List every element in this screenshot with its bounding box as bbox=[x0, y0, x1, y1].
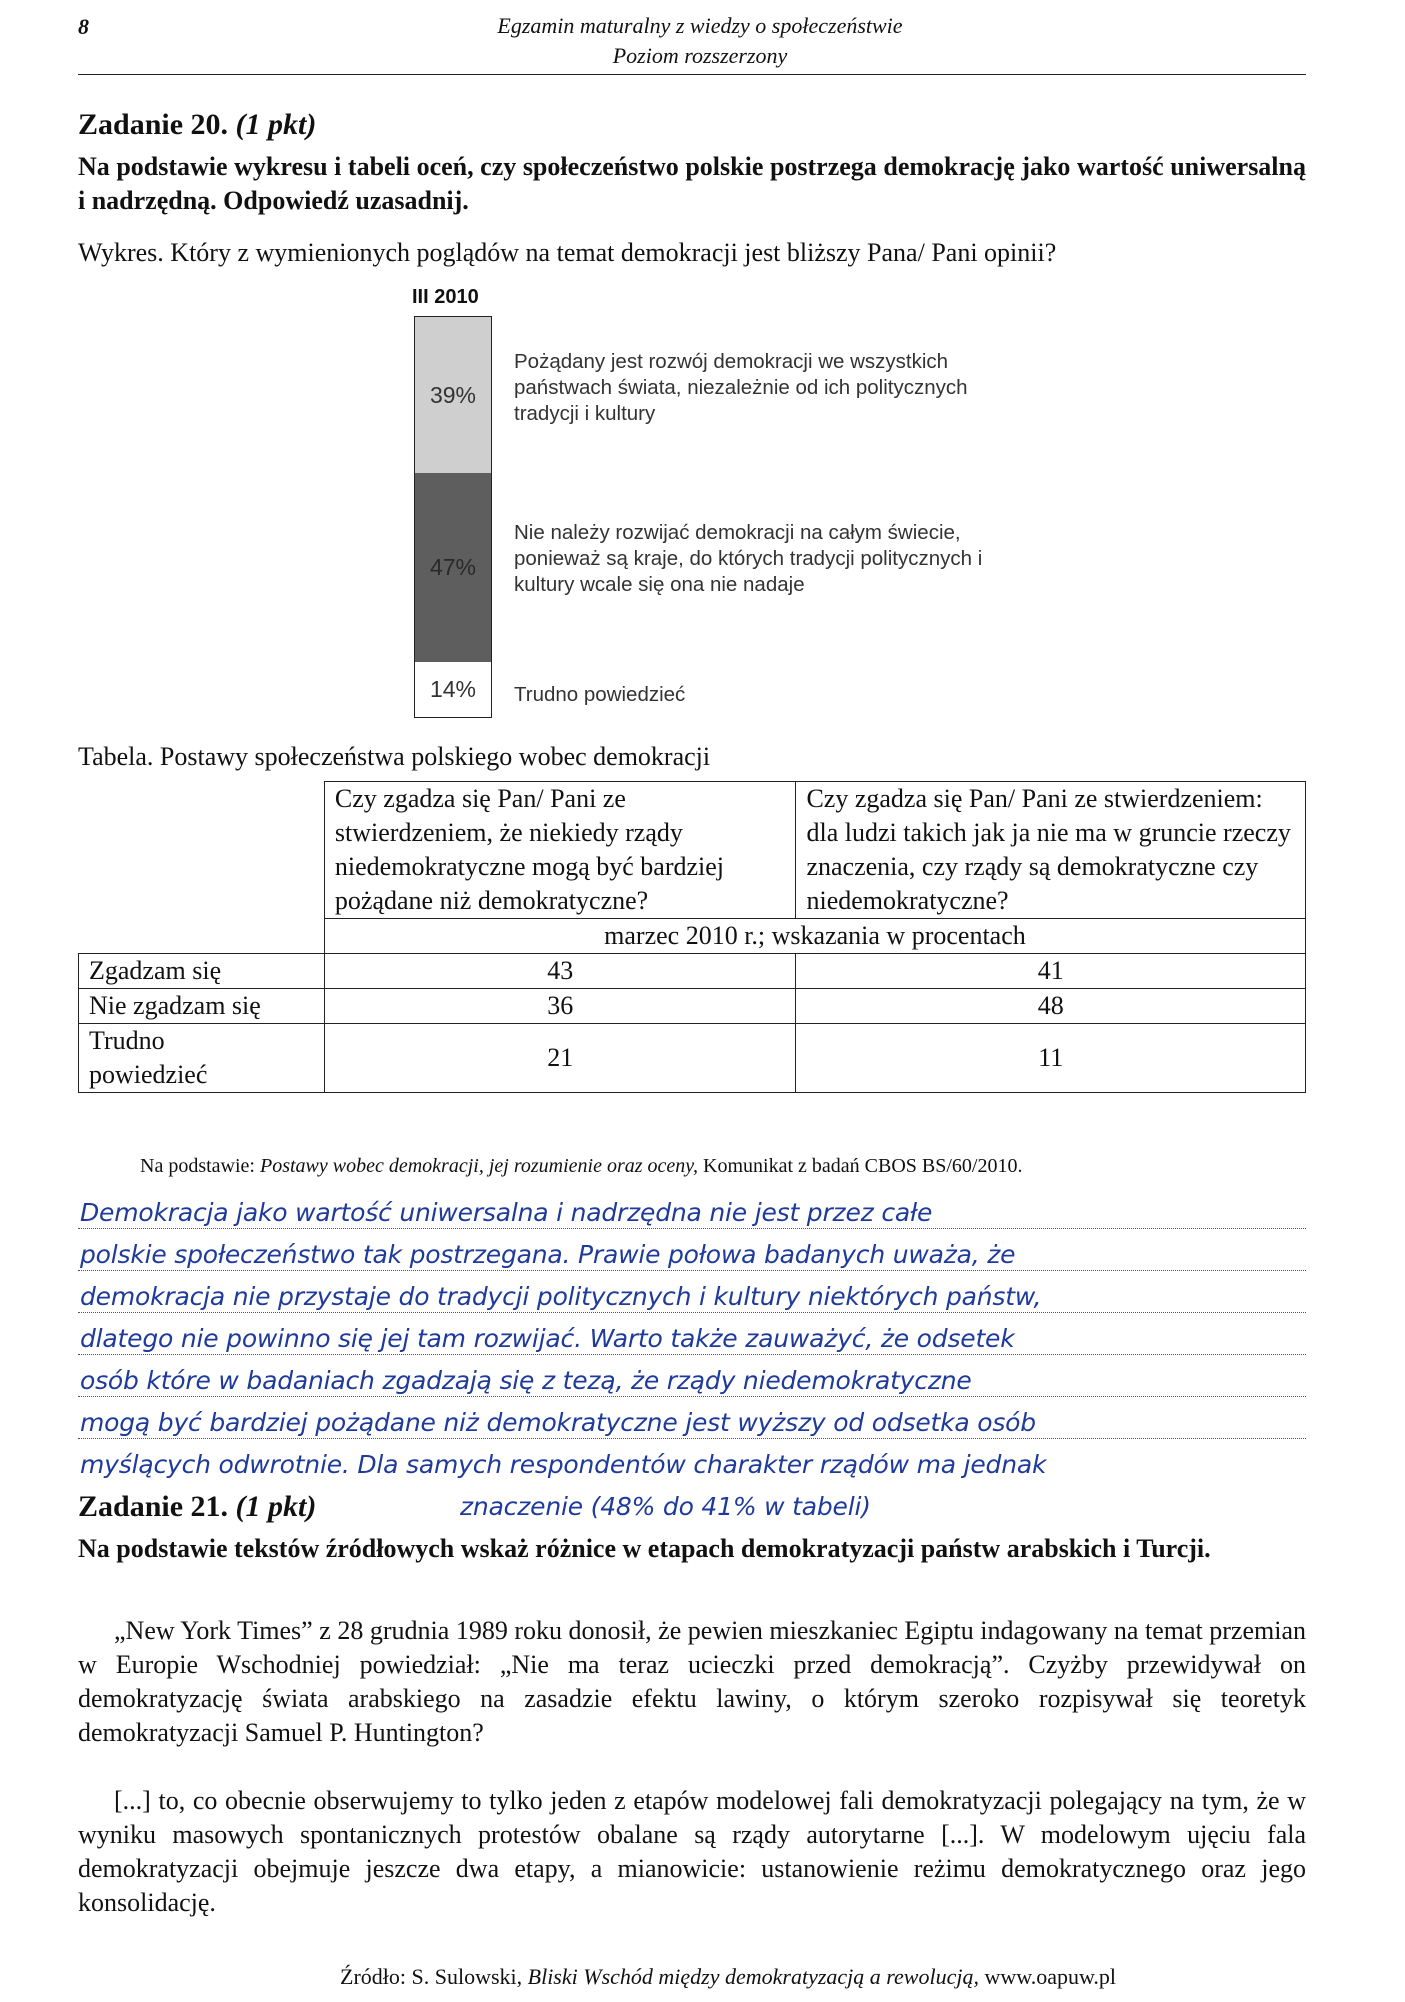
chart-bar-segment-hard-to-say bbox=[414, 662, 492, 718]
header-divider bbox=[78, 74, 1306, 75]
chart-data-label-14: 14% bbox=[429, 676, 477, 702]
chart-data-label-39: 39% bbox=[429, 381, 477, 408]
task21-source-prefix: Źródło: S. Sulowski, bbox=[340, 1964, 523, 1989]
task21-title bbox=[78, 1490, 316, 1524]
table-subheader: marzec 2010 r.; wskazania w procentach bbox=[324, 919, 1305, 954]
task21-paragraph-2: [...] to, co obecnie obserwujemy to tylko jeden z etapów modelowej fali demokratyzacji polegający na tym, że w wyniku masowych spontanicznych protestów obalane są rządy autorytarne [...]. W modelowym ujęciu fala demokratyzacji obejmuje jeszcze dwa etapy, a mianowicie: ustanowienie reżimu demokratycznego oraz jego konsolidację. bbox=[78, 1786, 1306, 1917]
chart-bar-segment-not-develop bbox=[414, 473, 492, 663]
answer-text-line: znaczenie (48% do 41% w tabeli) bbox=[460, 1492, 871, 1521]
chart-data-label-47: 47% bbox=[429, 554, 477, 580]
task21-number: Zadanie 21. bbox=[78, 1490, 229, 1523]
answer-text-line: mogą być bardziej pożądane niż demokratyczne jest wyższy od odsetka osób bbox=[80, 1408, 1036, 1437]
table-cell: 43 bbox=[324, 954, 796, 989]
chart-legend-not-develop: Nie należy rozwijać demokracji na całym świecie, ponieważ są kraje, do których tradycji politycznych i kultury wcale się ona nie nadaje bbox=[514, 521, 983, 596]
table-caption: Tabela. Postawy społeczeństwa polskiego wobec demokracji bbox=[78, 742, 711, 771]
table-subheader-row bbox=[79, 919, 1306, 954]
table-source-suffix: Komunikat z badań CBOS BS/60/2010. bbox=[703, 1155, 1023, 1177]
table-row bbox=[79, 954, 1306, 989]
task20-instruction: Na podstawie wykresu i tabeli oceń, czy społeczeństwo polskie postrzega demokrację jako wartość uniwersalną i nadrzędną. Odpowiedź uzasadnij. bbox=[78, 152, 1306, 215]
header-level: Poziom rozszerzony bbox=[612, 43, 788, 68]
handwritten-answer bbox=[80, 1192, 1310, 1528]
answer-text-line: polskie społeczeństwo tak postrzegana. Prawie połowa badanych uważa, że bbox=[80, 1240, 1016, 1269]
answer-text-line: demokracja nie przystaje do tradycji politycznych i kultury niektórych państw, bbox=[80, 1282, 1042, 1311]
task21-paragraph-1: „New York Times” z 28 grudnia 1989 roku donosił, że pewien mieszkaniec Egiptu indagowany na temat przemian w Europie Wschodniej powiedział: „Nie ma teraz ucieczki przed demokracją”. Czyżby przewidywał on demokratyzację świata arabskiego na zasadzie efektu lawiny, o którym szeroko rozpisywał się teoretyk demokratyzacji Samuel P. Huntington? bbox=[78, 1616, 1306, 1747]
answer-text-line: osób które w badaniach zgadzają się z tezą, że rządy niedemokratyczne bbox=[80, 1366, 972, 1395]
table-source bbox=[140, 1155, 1310, 1178]
task21-source bbox=[340, 1964, 1116, 1990]
task20-points: (1 pkt) bbox=[235, 108, 317, 141]
table-row-label: Zgadzam się bbox=[79, 954, 325, 989]
table-cell: 41 bbox=[796, 954, 1306, 989]
answer-text-line: Demokracja jako wartość uniwersalna i nadrzędna nie jest przez całe bbox=[80, 1198, 933, 1227]
task20-number: Zadanie 20. bbox=[78, 108, 229, 141]
task21-points: (1 pkt) bbox=[235, 1490, 317, 1523]
table-col1-header: Czy zgadza się Pan/ Pani ze stwierdzeniem, że niekiedy rządy niedemokratyczne mogą być bardziej pożądane niż demokratyczne? bbox=[324, 782, 796, 919]
chart-legend-develop-everywhere: Pożądany jest rozwój demokracji we wszystkich państwach świata, niezależnie od ich politycznych tradycji i kultury bbox=[514, 350, 968, 425]
task21-source-suffix: www.oapuw.pl bbox=[984, 1964, 1117, 1989]
table-cell: 11 bbox=[796, 1024, 1306, 1093]
table-source-title: Postawy wobec demokracji, jej rozumienie oraz oceny, bbox=[259, 1155, 699, 1177]
answer-text-line: myślących odwrotnie. Dla samych respondentów charakter rządów ma jednak bbox=[80, 1450, 1047, 1479]
chart-bar-segment-develop-everywhere bbox=[414, 316, 492, 474]
table-row bbox=[79, 989, 1306, 1024]
table-cell: 48 bbox=[796, 989, 1306, 1024]
table-cell: 21 bbox=[324, 1024, 796, 1093]
page-number: 8 bbox=[78, 14, 89, 39]
header-exam-title: Egzamin maturalny z wiedzy o społeczeństwie bbox=[497, 13, 903, 38]
answer-text-line: dlatego nie powinno się jej tam rozwijać. Warto także zauważyć, że odsetek bbox=[80, 1324, 1015, 1353]
table-corner bbox=[79, 919, 325, 954]
table-cell: 36 bbox=[324, 989, 796, 1024]
task21-source-title: Bliski Wschód między demokratyzacją a rewolucją, bbox=[527, 1964, 979, 1989]
table-row-label: Nie zgadzam się bbox=[79, 989, 325, 1024]
table-corner bbox=[79, 782, 325, 919]
table-header-row bbox=[79, 782, 1306, 919]
chart-caption: Wykres. Który z wymienionych poglądów na temat demokracji jest bliższy Pana/ Pani opinii? bbox=[78, 238, 1057, 267]
table-col2-header: Czy zgadza się Pan/ Pani ze stwierdzeniem: dla ludzi takich jak ja nie ma w gruncie rzeczy znaczenia, czy rządy są demokratyczne czy niedemokratyczne? bbox=[796, 782, 1306, 919]
table-row bbox=[79, 1024, 1306, 1093]
task20-title bbox=[78, 108, 316, 142]
chart-legend-hard-to-say: Trudno powiedzieć bbox=[514, 683, 686, 706]
attitudes-table bbox=[78, 781, 1306, 1093]
chart-title: III 2010 bbox=[412, 286, 479, 308]
table-row-label: Trudno powiedzieć bbox=[79, 1024, 325, 1093]
table-source-prefix: Na podstawie: bbox=[140, 1155, 255, 1177]
task21-instruction: Na podstawie tekstów źródłowych wskaż różnice w etapach demokratyzacji państw arabskich i Turcji. bbox=[78, 1534, 1211, 1563]
